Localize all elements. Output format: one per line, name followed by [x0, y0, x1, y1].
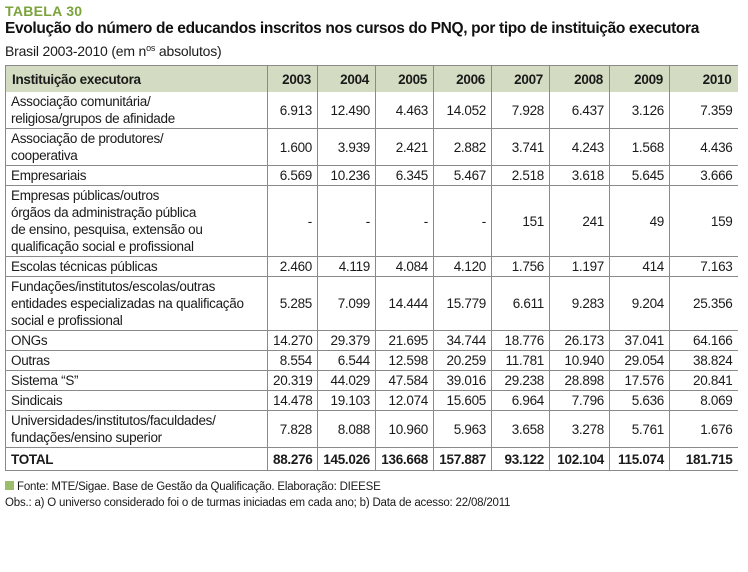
- table-row: [6, 277, 738, 331]
- total-label: TOTAL: [6, 448, 268, 471]
- table-row: [6, 411, 738, 448]
- table-row: [6, 186, 738, 257]
- value-cell: 15.779: [434, 277, 492, 331]
- institution-cell: [6, 411, 268, 448]
- value-cell: 11.781: [492, 351, 550, 371]
- institution-label-line: Associação de produtores/: [11, 131, 164, 146]
- value-cell: 2.882: [434, 129, 492, 166]
- value-cell: 3.939: [318, 129, 376, 166]
- value-cell: 47.584: [376, 371, 434, 391]
- institution-cell: [6, 277, 268, 331]
- table-notes: [5, 479, 743, 511]
- value-cell: 2.421: [376, 129, 434, 166]
- value-cell: 159: [670, 186, 738, 257]
- value-cell: 7.828: [268, 411, 318, 448]
- value-cell: 6.569: [268, 166, 318, 186]
- value-cell: 3.741: [492, 129, 550, 166]
- institution-cell: [6, 371, 268, 391]
- value-cell: 4.243: [550, 129, 610, 166]
- value-cell: 25.356: [670, 277, 738, 331]
- value-cell: 1.568: [610, 129, 670, 166]
- total-value-cell: 136.668: [376, 448, 434, 471]
- institution-label-line: Empresariais: [11, 168, 87, 183]
- obs-note: Obs.: a) O universo considerado foi o de turmas iniciadas em cada ano; b) Data de acesso: 22/08/2011: [5, 497, 511, 509]
- institution-label-line: ONGs: [11, 333, 48, 348]
- total-value-cell: 157.887: [434, 448, 492, 471]
- value-cell: 7.796: [550, 391, 610, 411]
- column-header: 2003: [268, 66, 318, 93]
- value-cell: -: [318, 186, 376, 257]
- value-cell: 6.345: [376, 166, 434, 186]
- institution-label-line: Escolas técnicas públicas: [11, 259, 158, 274]
- value-cell: 7.359: [670, 92, 738, 129]
- value-cell: 5.636: [610, 391, 670, 411]
- institution-label-line: de ensino, pesquisa, extensão ou: [11, 222, 203, 237]
- institution-label-line: fundações/ensino superior: [11, 430, 162, 445]
- institution-cell: [6, 257, 268, 277]
- value-cell: 6.544: [318, 351, 376, 371]
- institution-label-line: Fundações/institutos/escolas/outras: [11, 279, 216, 294]
- subtitle-sup: os: [146, 43, 156, 53]
- institution-label-line: Outras: [11, 353, 50, 368]
- column-header: 2010: [670, 66, 738, 93]
- table-row: [6, 351, 738, 371]
- value-cell: 5.467: [434, 166, 492, 186]
- value-cell: 37.041: [610, 331, 670, 351]
- value-cell: 3.618: [550, 166, 610, 186]
- value-cell: 4.436: [670, 129, 738, 166]
- value-cell: 3.278: [550, 411, 610, 448]
- value-cell: 28.898: [550, 371, 610, 391]
- value-cell: 4.084: [376, 257, 434, 277]
- value-cell: 6.964: [492, 391, 550, 411]
- subtitle-pre: Brasil 2003-2010 (em n: [5, 43, 147, 59]
- value-cell: 29.054: [610, 351, 670, 371]
- value-cell: 8.069: [670, 391, 738, 411]
- value-cell: 2.518: [492, 166, 550, 186]
- value-cell: 8.088: [318, 411, 376, 448]
- table-row: [6, 166, 738, 186]
- column-header: 2006: [434, 66, 492, 93]
- institution-label-line: qualificação social e profissional: [11, 239, 194, 254]
- table-row: [6, 257, 738, 277]
- source-note: [5, 479, 743, 495]
- value-cell: -: [376, 186, 434, 257]
- data-table: [5, 65, 738, 471]
- value-cell: 8.554: [268, 351, 318, 371]
- value-cell: 39.016: [434, 371, 492, 391]
- total-value-cell: 102.104: [550, 448, 610, 471]
- column-header: 2005: [376, 66, 434, 93]
- value-cell: 14.478: [268, 391, 318, 411]
- value-cell: 5.645: [610, 166, 670, 186]
- value-cell: 6.437: [550, 92, 610, 129]
- source-swatch-icon: [5, 481, 14, 490]
- value-cell: 14.444: [376, 277, 434, 331]
- value-cell: 5.963: [434, 411, 492, 448]
- value-cell: 1.676: [670, 411, 738, 448]
- column-header: 2008: [550, 66, 610, 93]
- table-page: [5, 3, 743, 511]
- value-cell: 12.490: [318, 92, 376, 129]
- table-body: [6, 92, 738, 471]
- value-cell: 29.379: [318, 331, 376, 351]
- value-cell: 4.463: [376, 92, 434, 129]
- column-header: 2004: [318, 66, 376, 93]
- value-cell: 9.204: [610, 277, 670, 331]
- institution-label-line: entidades especializadas na qualificação: [11, 296, 244, 311]
- table-tag: TABELA 30: [5, 3, 83, 19]
- table-title: Evolução do número de educandos inscritos nos cursos do PNQ, por tipo de instituição executora: [5, 20, 700, 37]
- value-cell: 18.776: [492, 331, 550, 351]
- value-cell: 241: [550, 186, 610, 257]
- institution-cell: [6, 186, 268, 257]
- value-cell: 2.460: [268, 257, 318, 277]
- table-row: [6, 129, 738, 166]
- value-cell: -: [268, 186, 318, 257]
- value-cell: 20.319: [268, 371, 318, 391]
- institution-cell: [6, 331, 268, 351]
- value-cell: 12.598: [376, 351, 434, 371]
- total-value-cell: 88.276: [268, 448, 318, 471]
- value-cell: 4.119: [318, 257, 376, 277]
- institution-label-line: órgãos da administração pública: [11, 205, 197, 220]
- value-cell: 20.841: [670, 371, 738, 391]
- value-cell: 10.940: [550, 351, 610, 371]
- value-cell: 64.166: [670, 331, 738, 351]
- institution-cell: [6, 391, 268, 411]
- table-row: [6, 331, 738, 351]
- value-cell: 38.824: [670, 351, 738, 371]
- value-cell: 34.744: [434, 331, 492, 351]
- value-cell: 7.099: [318, 277, 376, 331]
- source-text: Fonte: MTE/Sigae. Base de Gestão da Qualificação. Elaboração: DIEESE: [17, 481, 381, 493]
- column-header: Instituição executora: [6, 66, 268, 93]
- value-cell: 4.120: [434, 257, 492, 277]
- value-cell: -: [434, 186, 492, 257]
- value-cell: 10.960: [376, 411, 434, 448]
- institution-label-line: Universidades/institutos/faculdades/: [11, 413, 216, 428]
- value-cell: 9.283: [550, 277, 610, 331]
- institution-label-line: Associação comunitária/: [11, 94, 151, 109]
- value-cell: 414: [610, 257, 670, 277]
- value-cell: 26.173: [550, 331, 610, 351]
- value-cell: 1.197: [550, 257, 610, 277]
- column-header: 2009: [610, 66, 670, 93]
- value-cell: 1.600: [268, 129, 318, 166]
- value-cell: 5.285: [268, 277, 318, 331]
- value-cell: 14.270: [268, 331, 318, 351]
- institution-label-line: religiosa/grupos de afinidade: [11, 111, 175, 126]
- total-value-cell: 145.026: [318, 448, 376, 471]
- table-row: [6, 391, 738, 411]
- value-cell: 3.658: [492, 411, 550, 448]
- table-row: [6, 92, 738, 129]
- value-cell: 7.163: [670, 257, 738, 277]
- institution-cell: [6, 166, 268, 186]
- institution-label-line: Empresas públicas/outros: [11, 188, 160, 203]
- subtitle-post: absolutos): [155, 43, 222, 59]
- value-cell: 6.611: [492, 277, 550, 331]
- value-cell: 15.605: [434, 391, 492, 411]
- institution-label-line: Sindicais: [11, 393, 63, 408]
- value-cell: 7.928: [492, 92, 550, 129]
- institution-cell: [6, 129, 268, 166]
- value-cell: 20.259: [434, 351, 492, 371]
- column-header: 2007: [492, 66, 550, 93]
- institution-label-line: Sistema “S”: [11, 373, 79, 388]
- value-cell: 29.238: [492, 371, 550, 391]
- value-cell: 49: [610, 186, 670, 257]
- value-cell: 6.913: [268, 92, 318, 129]
- institution-label-line: social e profissional: [11, 313, 123, 328]
- total-value-cell: 93.122: [492, 448, 550, 471]
- value-cell: 19.103: [318, 391, 376, 411]
- value-cell: 1.756: [492, 257, 550, 277]
- value-cell: 151: [492, 186, 550, 257]
- table-header-row: [6, 66, 738, 93]
- value-cell: 3.666: [670, 166, 738, 186]
- institution-cell: [6, 351, 268, 371]
- value-cell: 21.695: [376, 331, 434, 351]
- institution-cell: [6, 92, 268, 129]
- value-cell: 3.126: [610, 92, 670, 129]
- institution-label-line: cooperativa: [11, 148, 78, 163]
- value-cell: 44.029: [318, 371, 376, 391]
- total-value-cell: 181.715: [670, 448, 738, 471]
- total-value-cell: 115.074: [610, 448, 670, 471]
- value-cell: 17.576: [610, 371, 670, 391]
- table-row: [6, 371, 738, 391]
- total-row: [6, 448, 738, 471]
- table-subtitle: [5, 39, 743, 60]
- value-cell: 5.761: [610, 411, 670, 448]
- value-cell: 10.236: [318, 166, 376, 186]
- value-cell: 14.052: [434, 92, 492, 129]
- value-cell: 12.074: [376, 391, 434, 411]
